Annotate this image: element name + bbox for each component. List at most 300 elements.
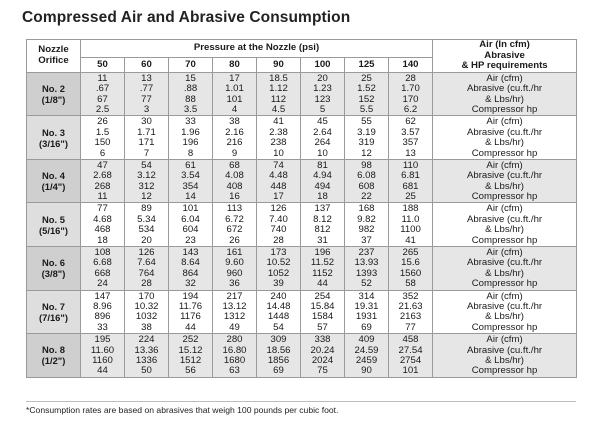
value: 75	[317, 365, 328, 377]
value: 38	[141, 321, 152, 333]
value: 1.52	[357, 83, 376, 95]
value: .77	[139, 83, 154, 95]
value: 17	[273, 191, 284, 203]
value-cell	[81, 116, 125, 160]
value: 14.48	[266, 300, 291, 312]
value: 764	[138, 267, 155, 279]
value: 36	[229, 278, 240, 290]
pressure-header-cell: 60	[125, 58, 169, 73]
value: 681	[402, 180, 419, 192]
value: 6.81	[401, 170, 420, 182]
value: 10	[273, 147, 284, 159]
value: 3.19	[357, 126, 376, 138]
value: 11.52	[310, 257, 335, 269]
value: 217	[226, 290, 243, 302]
value-cell	[213, 116, 257, 160]
requirement-label: Air (cfm)	[486, 203, 523, 215]
value: 150	[94, 137, 111, 149]
value: 12	[361, 147, 372, 159]
value: 4.48	[269, 170, 288, 182]
requirement-labels-cell	[433, 159, 577, 203]
value: 25	[361, 72, 372, 84]
pressure-header-cell: 140	[389, 58, 433, 73]
value: 224	[138, 334, 155, 346]
value-cell	[81, 159, 125, 203]
nozzle-orifice-header	[27, 40, 81, 73]
table-row	[27, 159, 577, 203]
value: 77	[97, 203, 108, 215]
value: 3.57	[401, 126, 420, 138]
value: 672	[226, 224, 243, 236]
nozzle-number: No. 7	[42, 300, 65, 312]
air-requirements-header	[433, 40, 577, 73]
value: 10	[317, 147, 328, 159]
value: 44	[185, 321, 196, 333]
value-cell	[257, 116, 301, 160]
value: 338	[314, 334, 331, 346]
value: 17	[229, 72, 240, 84]
value-cell	[301, 203, 345, 247]
value-cell	[301, 334, 345, 378]
value: 216	[226, 137, 243, 149]
value: 9	[231, 147, 238, 159]
value: 194	[182, 290, 199, 302]
value-cell	[125, 334, 169, 378]
value: 1.12	[269, 83, 288, 95]
value: 4.68	[93, 213, 112, 225]
value: 15	[185, 72, 196, 84]
value: 2024	[311, 354, 334, 366]
requirement-label: Compressor hp	[471, 321, 538, 333]
value-cell	[213, 203, 257, 247]
value: 352	[402, 290, 419, 302]
value: 11.60	[90, 344, 115, 356]
requirement-labels-cell	[433, 72, 577, 116]
value: 47	[97, 159, 108, 171]
value: 81	[317, 159, 328, 171]
value-cell	[345, 72, 389, 116]
value-cell	[169, 334, 213, 378]
value: 458	[402, 334, 419, 346]
value: 44	[97, 365, 108, 377]
value: 63	[229, 365, 240, 377]
value: 7.40	[269, 213, 288, 225]
pressure-header-cell: 50	[81, 58, 125, 73]
nozzle-cell	[27, 72, 81, 116]
value: 62	[405, 116, 416, 128]
value: 147	[94, 290, 111, 302]
value-cell	[345, 247, 389, 291]
value: 98	[361, 159, 372, 171]
value: 2459	[355, 354, 378, 366]
value-cell	[389, 72, 433, 116]
value: 31	[317, 234, 328, 246]
value: 1584	[311, 311, 334, 323]
value: 312	[138, 180, 155, 192]
table-row	[27, 72, 577, 116]
value-cell	[169, 72, 213, 116]
footnote: *Consumption rates are based on abrasives that weigh 100 pounds per cubic foot.	[26, 405, 339, 415]
requirement-label: Compressor hp	[471, 278, 538, 290]
value: 2.16	[225, 126, 244, 138]
value: 6.68	[93, 257, 112, 269]
value: 604	[182, 224, 199, 236]
value: 1448	[267, 311, 290, 323]
nozzle-size: (3/8")	[41, 268, 66, 280]
value: 143	[182, 247, 199, 259]
requirement-label: & Lbs/hr)	[485, 354, 525, 366]
value: 280	[226, 334, 243, 346]
requirement-label: Compressor hp	[471, 365, 538, 377]
value: 89	[141, 203, 152, 215]
value: 173	[270, 247, 287, 259]
value: 8.12	[313, 213, 332, 225]
value: 18	[317, 191, 328, 203]
value: 77	[141, 93, 152, 105]
value: 68	[229, 159, 240, 171]
value-cell	[389, 116, 433, 160]
table-row	[27, 203, 577, 247]
value: 27.54	[398, 344, 423, 356]
value: 6.08	[357, 170, 376, 182]
value: 864	[182, 267, 199, 279]
requirement-label: Abrasive (cu.ft./hr	[466, 300, 543, 312]
value: 13.36	[134, 344, 159, 356]
table-row	[27, 247, 577, 291]
value: 4.5	[271, 103, 286, 115]
value: 16.80	[222, 344, 247, 356]
value: 15.12	[178, 344, 203, 356]
value: 101	[182, 203, 199, 215]
air-header-line3: & HP requirements	[461, 60, 548, 72]
value: 28	[405, 72, 416, 84]
value: 1.70	[401, 83, 420, 95]
requirement-label: & Lbs/hr)	[485, 137, 525, 149]
consumption-table	[26, 39, 577, 378]
value: 12	[141, 191, 152, 203]
table-body	[27, 72, 577, 377]
value-cell	[257, 247, 301, 291]
value: 8	[187, 147, 194, 159]
nozzle-cell	[27, 116, 81, 160]
value: 90	[361, 365, 372, 377]
value: 39	[273, 278, 284, 290]
value: 20.24	[310, 344, 335, 356]
requirement-labels-cell	[433, 247, 577, 291]
value: 38	[229, 116, 240, 128]
value-cell	[345, 203, 389, 247]
value: 16	[229, 191, 240, 203]
value: 1680	[223, 354, 246, 366]
value: 4.94	[313, 170, 332, 182]
value: 13.12	[222, 300, 247, 312]
pressure-header-cell: 90	[257, 58, 301, 73]
value: 18.56	[266, 344, 291, 356]
table-row	[27, 290, 577, 334]
value-cell	[213, 159, 257, 203]
value: 11	[97, 72, 108, 84]
value: 354	[182, 180, 199, 192]
value-cell	[125, 159, 169, 203]
value: 30	[141, 116, 152, 128]
value-cell	[125, 72, 169, 116]
value-cell	[213, 247, 257, 291]
nozzle-header-line2: Orifice	[38, 54, 69, 66]
value: 195	[94, 334, 111, 346]
value-cell	[345, 116, 389, 160]
value: 10.32	[134, 300, 159, 312]
value: 6.2	[403, 103, 418, 115]
value: 152	[358, 93, 375, 105]
value: 28	[141, 278, 152, 290]
value: 21.63	[398, 300, 423, 312]
value: 41	[273, 116, 284, 128]
value: 2754	[399, 354, 422, 366]
value: 161	[226, 247, 243, 259]
value: 1160	[92, 354, 113, 366]
value: 56	[185, 365, 196, 377]
nozzle-cell	[27, 290, 81, 334]
value: 24.59	[354, 344, 379, 356]
nozzle-size: (1/8")	[41, 94, 66, 106]
value-cell	[125, 116, 169, 160]
value: 1100	[400, 224, 421, 236]
value: 468	[94, 224, 111, 236]
value-cell	[213, 334, 257, 378]
nozzle-cell	[27, 203, 81, 247]
value: 1931	[355, 311, 378, 323]
value-cell	[169, 247, 213, 291]
value: 15.6	[401, 257, 420, 269]
requirement-label: Air (cfm)	[486, 290, 523, 302]
value-cell	[213, 72, 257, 116]
requirement-label: Abrasive (cu.ft./hr	[466, 83, 543, 95]
value-cell	[389, 334, 433, 378]
value: 896	[94, 311, 111, 323]
value: 26	[97, 116, 108, 128]
value-cell	[301, 72, 345, 116]
value: 8.64	[181, 257, 200, 269]
value: 740	[270, 224, 287, 236]
value: 126	[138, 247, 155, 259]
value: 2.38	[269, 126, 288, 138]
requirement-label: Abrasive (cu.ft./hr	[466, 344, 543, 356]
nozzle-size: (1/2")	[41, 355, 66, 367]
value: 2.64	[313, 126, 332, 138]
value: 18.5	[269, 72, 288, 84]
value-cell	[257, 203, 301, 247]
value-cell	[81, 203, 125, 247]
value: 69	[361, 321, 372, 333]
value: 494	[314, 180, 331, 192]
value: 49	[229, 321, 240, 333]
value: 20	[141, 234, 152, 246]
value-cell	[125, 247, 169, 291]
value-cell	[389, 203, 433, 247]
value: 8.96	[93, 300, 112, 312]
value-cell	[169, 203, 213, 247]
value: 1.23	[313, 83, 332, 95]
value: 1393	[355, 267, 378, 279]
value-cell	[169, 159, 213, 203]
value: 1152	[312, 267, 333, 279]
value: .67	[95, 83, 110, 95]
value: 3.5	[183, 103, 198, 115]
value: 6.04	[181, 213, 200, 225]
value: 408	[226, 180, 243, 192]
value: 265	[402, 247, 419, 259]
value-cell	[213, 290, 257, 334]
pressure-header-cell: 125	[345, 58, 389, 73]
nozzle-number: No. 8	[42, 344, 65, 356]
value: 3.54	[181, 170, 200, 182]
value: 240	[270, 290, 287, 302]
requirement-label: Compressor hp	[471, 103, 538, 115]
value: 668	[94, 267, 111, 279]
value: 409	[358, 334, 375, 346]
value: 11.76	[178, 300, 203, 312]
table-row	[27, 116, 577, 160]
nozzle-number: No. 3	[42, 126, 65, 138]
value: 1.01	[225, 83, 244, 95]
value: 237	[358, 247, 375, 259]
value: 357	[402, 137, 419, 149]
value: 7.64	[137, 257, 156, 269]
nozzle-cell	[27, 334, 81, 378]
requirement-label: Abrasive (cu.ft./hr	[466, 213, 543, 225]
value-cell	[345, 334, 389, 378]
value: 101	[402, 365, 419, 377]
value: 188	[402, 203, 419, 215]
nozzle-size: (3/16")	[39, 137, 68, 149]
value: 26	[229, 234, 240, 246]
value: 15.84	[310, 300, 335, 312]
value: 33	[185, 116, 196, 128]
value: 5	[319, 103, 326, 115]
value-cell	[389, 159, 433, 203]
value: 41	[405, 234, 416, 246]
requirement-label: Compressor hp	[471, 147, 538, 159]
value: 74	[273, 159, 284, 171]
value: 13.93	[354, 257, 379, 269]
value: 1512	[179, 354, 202, 366]
value: 608	[358, 180, 375, 192]
nozzle-cell	[27, 159, 81, 203]
air-header-line1: Air (In cfm)	[479, 39, 530, 50]
value: 9.60	[225, 257, 244, 269]
value: 55	[361, 116, 372, 128]
value-cell	[257, 334, 301, 378]
value: 1.5	[95, 126, 110, 138]
requirement-label: Air (cfm)	[486, 159, 523, 171]
value-cell	[301, 247, 345, 291]
value: 1336	[135, 354, 158, 366]
value: 77	[405, 321, 416, 333]
value: 170	[402, 93, 419, 105]
value: 58	[405, 278, 416, 290]
air-header-line2: Abrasive	[484, 49, 525, 61]
value: 168	[358, 203, 375, 215]
nozzle-number: No. 2	[42, 83, 65, 95]
value: 88	[185, 93, 196, 105]
value-cell	[257, 72, 301, 116]
value: 22	[361, 191, 372, 203]
value: 960	[226, 267, 243, 279]
value: 7	[143, 147, 150, 159]
value: 123	[314, 93, 331, 105]
value: 309	[270, 334, 287, 346]
value: 5.34	[137, 213, 156, 225]
value: 10.52	[266, 257, 291, 269]
nozzle-size: (1/4")	[41, 181, 66, 193]
requirement-labels-cell	[433, 334, 577, 378]
nozzle-size: (7/16")	[39, 311, 68, 323]
pressure-header-cell: 80	[213, 58, 257, 73]
requirement-label: Compressor hp	[471, 234, 538, 246]
value: 110	[402, 159, 419, 171]
value-cell	[81, 72, 125, 116]
value: 52	[361, 278, 372, 290]
value: 37	[361, 234, 372, 246]
value: 13	[141, 72, 152, 84]
pressure-header-cell: 100	[301, 58, 345, 73]
value: 6.72	[225, 213, 244, 225]
value: 1560	[399, 267, 422, 279]
value: 264	[314, 137, 331, 149]
value: 113	[226, 203, 243, 215]
value: 196	[314, 247, 331, 259]
value: 982	[358, 224, 375, 236]
requirement-label: Air (cfm)	[486, 247, 523, 259]
requirement-label: Air (cfm)	[486, 72, 523, 84]
value: 2163	[399, 311, 422, 323]
value: 69	[273, 365, 284, 377]
value-cell	[301, 290, 345, 334]
value: 252	[182, 334, 199, 346]
value: 1312	[223, 311, 246, 323]
nozzle-size: (5/16")	[39, 224, 68, 236]
requirement-label: & Lbs/hr)	[485, 267, 525, 279]
value: 238	[270, 137, 287, 149]
value-cell	[169, 290, 213, 334]
value-cell	[81, 247, 125, 291]
value: 137	[314, 203, 331, 215]
requirement-label: Abrasive (cu.ft./hr	[466, 126, 543, 138]
value: 1.96	[181, 126, 200, 138]
value: 24	[97, 278, 108, 290]
page-title: Compressed Air and Abrasive Consumption	[22, 9, 351, 26]
value: 1856	[267, 354, 290, 366]
value: 54	[141, 159, 152, 171]
value: 534	[138, 224, 155, 236]
value-cell	[345, 290, 389, 334]
value: 61	[185, 159, 196, 171]
value: 126	[270, 203, 287, 215]
requirement-label: & Lbs/hr)	[485, 93, 525, 105]
value: 6	[99, 147, 106, 159]
value: 196	[182, 137, 199, 149]
requirement-labels-cell	[433, 203, 577, 247]
nozzle-number: No. 5	[42, 213, 65, 225]
value-cell	[345, 159, 389, 203]
value: 4	[231, 103, 238, 115]
value: 5.5	[359, 103, 374, 115]
value: 45	[317, 116, 328, 128]
requirement-label: & Lbs/hr)	[485, 311, 525, 323]
value: 170	[138, 290, 155, 302]
value: 1052	[267, 267, 290, 279]
value: 2.68	[93, 170, 112, 182]
